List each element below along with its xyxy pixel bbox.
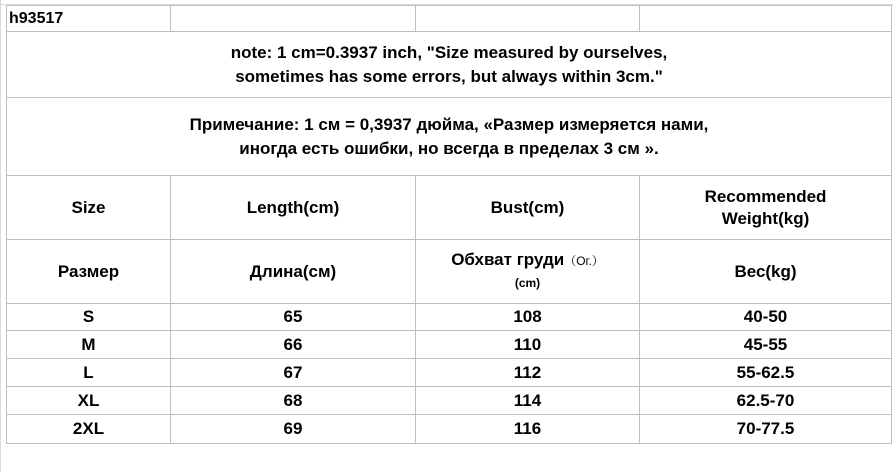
- note-english-cell[interactable]: [7, 32, 892, 98]
- note-russian-cell[interactable]: [7, 98, 892, 176]
- length-cell[interactable]: 67: [171, 359, 416, 387]
- bust-cell[interactable]: 112: [416, 359, 640, 387]
- table-row: [7, 415, 892, 444]
- note-russian-line-2: иногда есть ошибки, но всегда в пределах 3 см ».: [239, 138, 659, 158]
- size-cell[interactable]: 2XL: [7, 415, 171, 444]
- size-chart-table: [6, 5, 892, 444]
- header-bust-ru-paren: （Ог.）: [564, 254, 604, 268]
- length-cell[interactable]: 66: [171, 331, 416, 359]
- header-size[interactable]: Size: [7, 176, 171, 240]
- weight-cell[interactable]: 70-77.5: [640, 415, 892, 444]
- header-length[interactable]: Length(cm): [171, 176, 416, 240]
- length-cell[interactable]: 68: [171, 387, 416, 415]
- header-row-russian: [7, 240, 892, 304]
- weight-cell[interactable]: 62.5-70: [640, 387, 892, 415]
- bust-cell[interactable]: 110: [416, 331, 640, 359]
- top-row: [7, 6, 892, 32]
- size-cell[interactable]: M: [7, 331, 171, 359]
- header-weight-line-1: Recommended: [704, 186, 827, 206]
- header-bust-ru-label: Обхват груди: [451, 250, 565, 269]
- header-length-ru[interactable]: Длина(см): [171, 240, 416, 304]
- bust-cell[interactable]: 108: [416, 304, 640, 331]
- size-cell[interactable]: S: [7, 304, 171, 331]
- header-weight-ru[interactable]: Вес(kg): [640, 240, 892, 304]
- note-russian-line-1: Примечание: 1 см = 0,3937 дюйма, «Размер измеряется нами,: [189, 114, 709, 134]
- header-bust-ru-unit: (cm): [514, 276, 541, 290]
- empty-cell[interactable]: [171, 6, 416, 32]
- note-en-row: [7, 32, 892, 98]
- header-row-english: [7, 176, 892, 240]
- bust-cell[interactable]: 114: [416, 387, 640, 415]
- note-english-line-2: sometimes has some errors, but always within 3cm.": [235, 66, 663, 86]
- size-cell[interactable]: L: [7, 359, 171, 387]
- table-row: [7, 387, 892, 415]
- header-weight-line-2: Weight(kg): [721, 208, 810, 228]
- note-english-line-1: note: 1 cm=0.3937 inch, "Size measured by ourselves,: [230, 42, 668, 62]
- empty-cell[interactable]: [416, 6, 640, 32]
- header-weight[interactable]: [640, 176, 892, 240]
- note-ru-row: [7, 98, 892, 176]
- length-cell[interactable]: 65: [171, 304, 416, 331]
- empty-cell[interactable]: [640, 6, 892, 32]
- header-bust-ru-line-1: [416, 249, 639, 272]
- weight-cell[interactable]: 55-62.5: [640, 359, 892, 387]
- header-bust[interactable]: Bust(cm): [416, 176, 640, 240]
- table-row: [7, 331, 892, 359]
- table-row: [7, 304, 892, 331]
- bust-cell[interactable]: 116: [416, 415, 640, 444]
- header-size-ru[interactable]: Размер: [7, 240, 171, 304]
- length-cell[interactable]: 69: [171, 415, 416, 444]
- header-bust-ru[interactable]: [416, 240, 640, 304]
- weight-cell[interactable]: 45-55: [640, 331, 892, 359]
- weight-cell[interactable]: 40-50: [640, 304, 892, 331]
- table-row: [7, 359, 892, 387]
- product-code-cell[interactable]: h93517: [7, 6, 171, 32]
- size-cell[interactable]: XL: [7, 387, 171, 415]
